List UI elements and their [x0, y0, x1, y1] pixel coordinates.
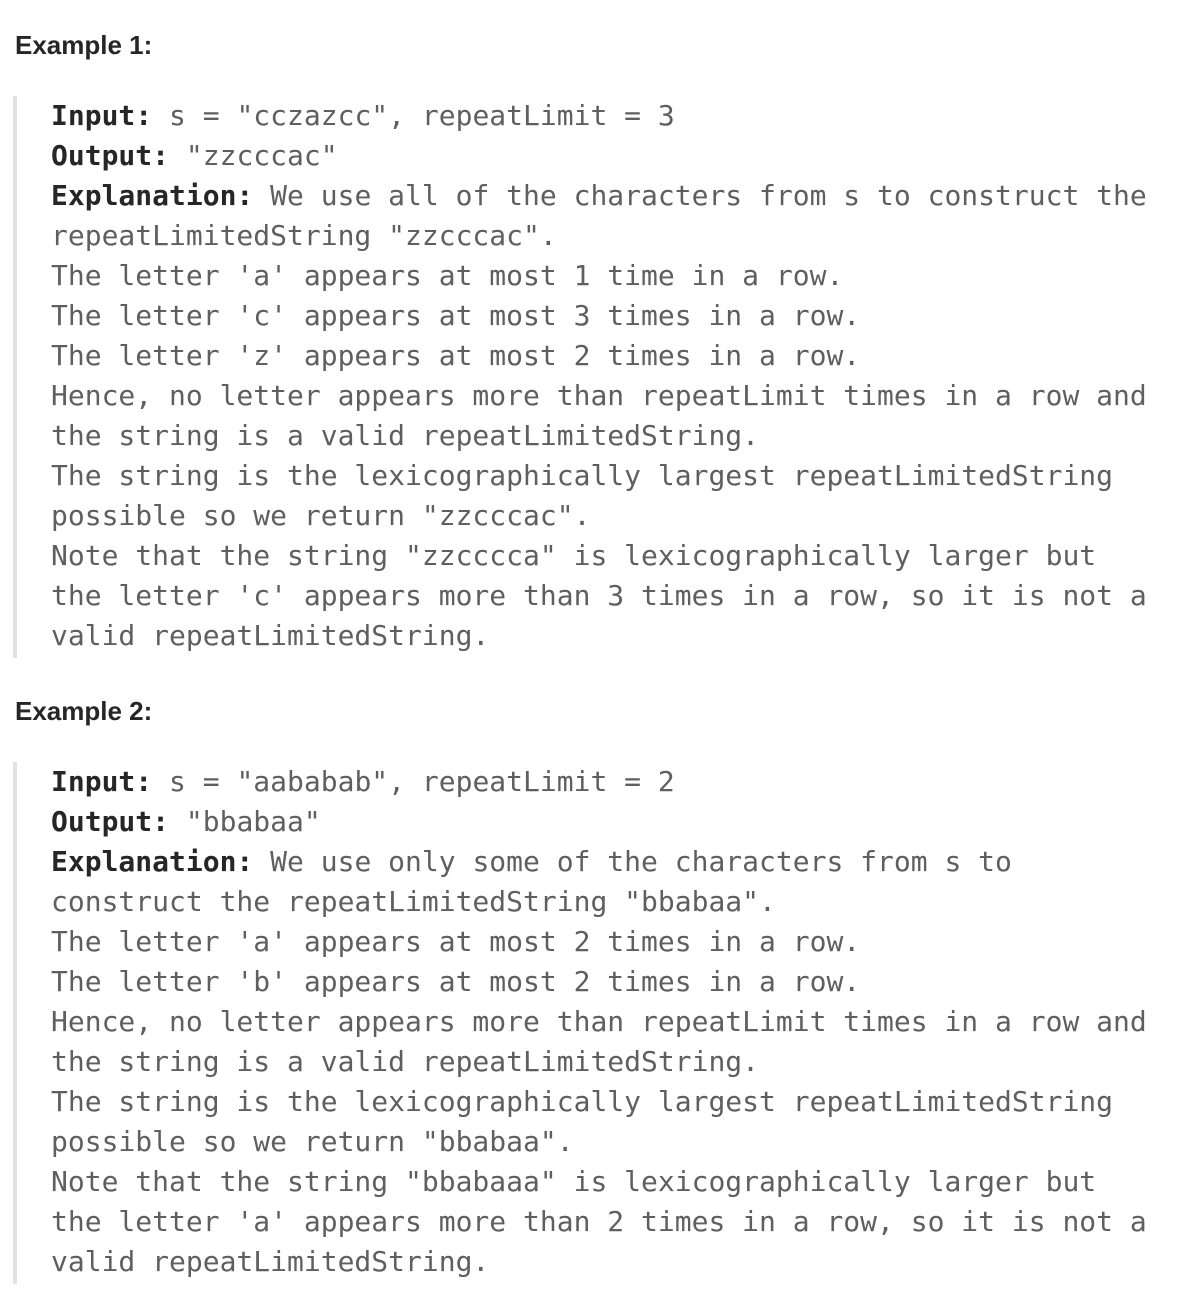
explanation-line: the string is a valid repeatLimitedString. [51, 1045, 760, 1078]
explanation-text: We use all of the characters from s to construct the [253, 179, 1147, 212]
explanation-line: possible so we return "zzcccac". [51, 499, 591, 532]
explanation-line: the letter 'c' appears more than 3 times in a row, so it is not a [51, 579, 1147, 612]
example-2-output-line [51, 802, 321, 842]
output-label: Output: [51, 805, 170, 838]
explanation-line: valid repeatLimitedString. [51, 1245, 490, 1278]
example-2-heading: Example 2: [15, 696, 153, 726]
explanation-line: The string is the lexicographically largest repeatLimitedString [51, 1085, 1114, 1118]
explanation-line: Hence, no letter appears more than repeatLimit times in a row and [51, 1005, 1147, 1038]
explanation-line: repeatLimitedString "zzcccac". [51, 219, 557, 252]
explanation-line: Note that the string "zzcccca" is lexicographically larger but [51, 539, 1097, 572]
input-label: Input: [51, 765, 153, 798]
explanation-line: The letter 'a' appears at most 1 time in a row. [51, 259, 844, 292]
output-label: Output: [51, 139, 170, 172]
explanation-line: Note that the string "bbabaaa" is lexicographically larger but [51, 1165, 1097, 1198]
output-value: "zzcccac" [169, 139, 338, 172]
example-1-explanation-line [51, 176, 1147, 216]
explanation-line: the letter 'a' appears more than 2 times in a row, so it is not a [51, 1205, 1147, 1238]
explanation-line: Hence, no letter appears more than repeatLimit times in a row and [51, 379, 1147, 412]
input-value: s = "aababab", repeatLimit = 2 [152, 765, 675, 798]
example-1-block [13, 96, 1173, 658]
example-2-explanation-line [51, 842, 1012, 882]
explanation-line: The string is the lexicographically largest repeatLimitedString [51, 459, 1114, 492]
input-label: Input: [51, 99, 153, 132]
explanation-line: valid repeatLimitedString. [51, 619, 490, 652]
input-value: s = "cczazcc", repeatLimit = 3 [152, 99, 675, 132]
example-2-block [13, 762, 1173, 1284]
explanation-line: the string is a valid repeatLimitedString. [51, 419, 760, 452]
explanation-label: Explanation: [51, 845, 254, 878]
explanation-text: We use only some of the characters from s to [253, 845, 1012, 878]
explanation-line: The letter 'z' appears at most 2 times in a row. [51, 339, 861, 372]
explanation-line: The letter 'b' appears at most 2 times in a row. [51, 965, 861, 998]
example-2-input-line [51, 762, 675, 802]
explanation-line: The letter 'a' appears at most 2 times in a row. [51, 925, 861, 958]
output-value: "bbabaa" [169, 805, 321, 838]
explanation-line: construct the repeatLimitedString "bbabaa". [51, 885, 776, 918]
example-1-heading: Example 1: [15, 30, 153, 60]
example-1-output-line [51, 136, 338, 176]
explanation-line: possible so we return "bbabaa". [51, 1125, 574, 1158]
explanation-line: The letter 'c' appears at most 3 times in a row. [51, 299, 861, 332]
explanation-label: Explanation: [51, 179, 254, 212]
example-1-input-line [51, 96, 675, 136]
